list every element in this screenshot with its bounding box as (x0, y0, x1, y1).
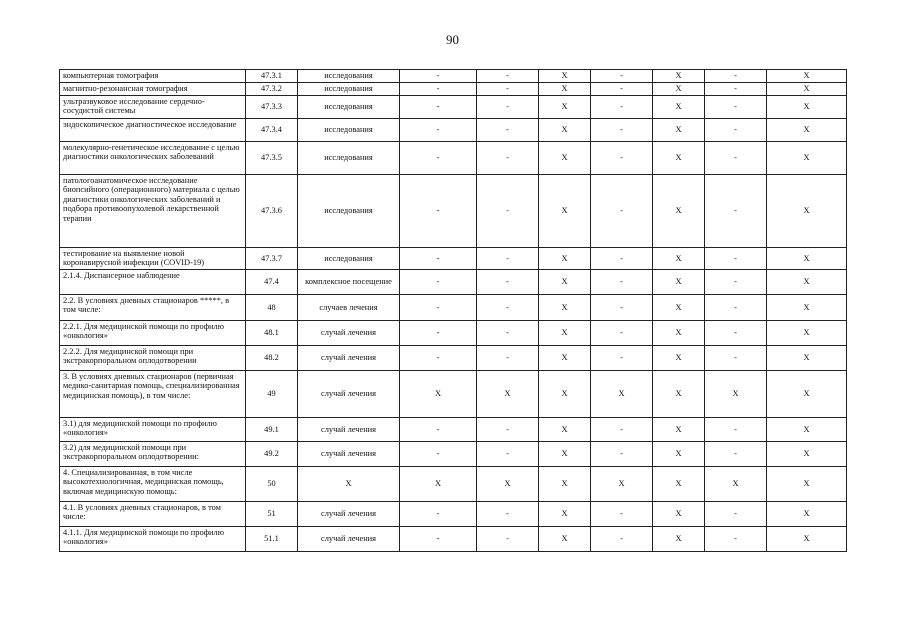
row-value-cell: - (705, 418, 767, 442)
row-value-cell: - (591, 527, 653, 552)
row-value-cell: - (400, 96, 477, 119)
row-code-cell: 48.1 (246, 321, 298, 346)
table-row (60, 96, 847, 119)
row-value-cell: X (767, 119, 847, 142)
row-value-cell: - (705, 119, 767, 142)
row-value-cell: X (539, 119, 591, 142)
row-value-cell: X (539, 467, 591, 502)
row-value-cell: X (767, 346, 847, 371)
row-name-cell: 2.1.4. Диспансерное наблюдение (60, 270, 246, 295)
row-value-cell: - (591, 321, 653, 346)
table-row (60, 270, 847, 295)
row-value-cell: - (705, 142, 767, 175)
row-value-cell: X (767, 248, 847, 270)
row-value-cell: X (767, 442, 847, 467)
row-value-cell: - (477, 142, 539, 175)
row-code-cell: 50 (246, 467, 298, 502)
row-value-cell: - (591, 96, 653, 119)
row-value-cell: X (653, 175, 705, 248)
row-value-cell: X (767, 418, 847, 442)
row-code-cell: 49.2 (246, 442, 298, 467)
row-value-cell: X (539, 175, 591, 248)
row-unit-cell: исследования (298, 119, 400, 142)
row-name-cell: молекулярно-генетическое исследование с целью диагностики онкологических заболеваний (60, 142, 246, 175)
row-code-cell: 47.3.7 (246, 248, 298, 270)
row-name-cell: 4. Специализированная, в том числе высокотехнологичная, медицинская помощь, включая медицинскую помощь: (60, 467, 246, 502)
row-code-cell: 47.3.6 (246, 175, 298, 248)
table-row (60, 175, 847, 248)
row-unit-cell: случай лечения (298, 321, 400, 346)
row-unit-cell: исследования (298, 96, 400, 119)
row-value-cell: X (653, 502, 705, 527)
row-value-cell: X (767, 70, 847, 83)
row-value-cell: X (767, 502, 847, 527)
row-name-cell: 4.1.1. Для медицинской помощи по профилю «онкология» (60, 527, 246, 552)
row-value-cell: X (539, 346, 591, 371)
row-value-cell: - (477, 70, 539, 83)
row-value-cell: - (591, 83, 653, 96)
row-value-cell: X (767, 467, 847, 502)
row-code-cell: 47.3.3 (246, 96, 298, 119)
row-unit-cell: случай лечения (298, 371, 400, 418)
row-value-cell: X (653, 96, 705, 119)
row-code-cell: 47.3.4 (246, 119, 298, 142)
row-value-cell: - (591, 248, 653, 270)
row-unit-cell: X (298, 467, 400, 502)
row-value-cell: - (591, 346, 653, 371)
row-value-cell: - (591, 175, 653, 248)
row-value-cell: - (477, 418, 539, 442)
row-name-cell: 3.1) для медицинской помощи по профилю «онкология» (60, 418, 246, 442)
row-value-cell: X (653, 270, 705, 295)
row-value-cell: X (477, 371, 539, 418)
row-value-cell: X (767, 295, 847, 321)
page-number: 90 (446, 32, 459, 47)
row-value-cell: - (705, 83, 767, 96)
row-value-cell: - (477, 346, 539, 371)
row-value-cell: - (705, 321, 767, 346)
row-value-cell: X (653, 83, 705, 96)
row-value-cell: X (539, 418, 591, 442)
row-code-cell: 49.1 (246, 418, 298, 442)
row-code-cell: 47.3.5 (246, 142, 298, 175)
row-value-cell: - (591, 142, 653, 175)
row-value-cell: - (477, 248, 539, 270)
row-code-cell: 49 (246, 371, 298, 418)
row-name-cell: 2.2.1. Для медицинской помощи по профилю «онкология» (60, 321, 246, 346)
row-code-cell: 48 (246, 295, 298, 321)
row-value-cell: - (477, 502, 539, 527)
row-value-cell: X (653, 248, 705, 270)
row-value-cell: X (400, 371, 477, 418)
table-row (60, 119, 847, 142)
row-value-cell: - (477, 96, 539, 119)
row-value-cell: X (653, 142, 705, 175)
row-value-cell: X (653, 346, 705, 371)
row-name-cell: 3.2) для медицинской помощи при экстракорпоральном оплодотворении: (60, 442, 246, 467)
row-value-cell: - (477, 321, 539, 346)
row-value-cell: - (400, 83, 477, 96)
row-value-cell: X (653, 442, 705, 467)
row-value-cell: - (591, 418, 653, 442)
row-unit-cell: исследования (298, 83, 400, 96)
row-value-cell: - (591, 270, 653, 295)
row-value-cell: - (477, 119, 539, 142)
row-name-cell: ультразвуковое исследование сердечно-сосудистой системы (60, 96, 246, 119)
row-value-cell: - (477, 83, 539, 96)
row-value-cell: - (400, 418, 477, 442)
row-value-cell: - (705, 270, 767, 295)
row-value-cell: - (705, 175, 767, 248)
row-code-cell: 51 (246, 502, 298, 527)
row-code-cell: 47.3.1 (246, 70, 298, 83)
row-unit-cell: случай лечения (298, 418, 400, 442)
row-value-cell: X (705, 371, 767, 418)
table-row (60, 321, 847, 346)
row-value-cell: X (767, 527, 847, 552)
row-value-cell: X (539, 295, 591, 321)
row-code-cell: 47.3.2 (246, 83, 298, 96)
row-value-cell: - (477, 295, 539, 321)
row-value-cell: - (400, 175, 477, 248)
row-value-cell: - (400, 502, 477, 527)
row-value-cell: X (400, 467, 477, 502)
row-name-cell: магнитно-резонансная томография (60, 83, 246, 96)
row-value-cell: - (477, 270, 539, 295)
row-value-cell: - (591, 502, 653, 527)
row-unit-cell: исследования (298, 70, 400, 83)
row-value-cell: X (539, 70, 591, 83)
row-value-cell: - (705, 96, 767, 119)
row-unit-cell: случай лечения (298, 502, 400, 527)
row-value-cell: X (539, 248, 591, 270)
row-unit-cell: исследования (298, 142, 400, 175)
row-unit-cell: случаев лечения (298, 295, 400, 321)
row-value-cell: X (653, 418, 705, 442)
table-row (60, 527, 847, 552)
row-value-cell: X (767, 175, 847, 248)
row-value-cell: - (705, 346, 767, 371)
data-table (59, 69, 847, 552)
row-value-cell: - (400, 270, 477, 295)
row-value-cell: - (477, 442, 539, 467)
row-value-cell: X (653, 295, 705, 321)
row-value-cell: X (591, 371, 653, 418)
row-value-cell: X (767, 371, 847, 418)
table-row (60, 502, 847, 527)
row-value-cell: - (705, 295, 767, 321)
row-code-cell: 47.4 (246, 270, 298, 295)
row-value-cell: X (767, 270, 847, 295)
row-value-cell: X (539, 371, 591, 418)
row-value-cell: X (539, 442, 591, 467)
row-name-cell: компьютерная томография (60, 70, 246, 83)
row-name-cell: 4.1. В условиях дневных стационаров, в том числе: (60, 502, 246, 527)
row-value-cell: - (591, 119, 653, 142)
row-value-cell: X (767, 142, 847, 175)
row-value-cell: - (400, 248, 477, 270)
row-value-cell: - (400, 142, 477, 175)
table-row (60, 371, 847, 418)
row-value-cell: X (539, 83, 591, 96)
table-row (60, 142, 847, 175)
row-value-cell: - (477, 175, 539, 248)
row-value-cell: X (539, 502, 591, 527)
table-row (60, 467, 847, 502)
row-value-cell: - (591, 70, 653, 83)
row-value-cell: X (653, 467, 705, 502)
row-unit-cell: случай лечения (298, 346, 400, 371)
row-value-cell: - (400, 346, 477, 371)
row-name-cell: 3. В условиях дневных стационаров (первичная медико-санитарная помощь, специализированная медицинская помощь), в том числе: (60, 371, 246, 418)
row-value-cell: X (653, 119, 705, 142)
row-value-cell: - (477, 527, 539, 552)
row-value-cell: - (705, 527, 767, 552)
row-value-cell: - (705, 502, 767, 527)
row-value-cell: X (539, 527, 591, 552)
table-row (60, 346, 847, 371)
row-code-cell: 51.1 (246, 527, 298, 552)
row-name-cell: 2.2. В условиях дневных стационаров *****, в том числе: (60, 295, 246, 321)
row-name-cell: тестирование на выявление новой коронавирусной инфекции (COVID-19) (60, 248, 246, 270)
row-value-cell: - (705, 70, 767, 83)
row-value-cell: X (653, 527, 705, 552)
table-row (60, 248, 847, 270)
row-value-cell: X (539, 321, 591, 346)
row-value-cell: X (653, 371, 705, 418)
row-value-cell: X (539, 270, 591, 295)
row-name-cell: эндоскопическое диагностическое исследование (60, 119, 246, 142)
row-value-cell: X (539, 96, 591, 119)
row-value-cell: - (400, 527, 477, 552)
row-value-cell: X (591, 467, 653, 502)
row-value-cell: - (591, 295, 653, 321)
table-row (60, 418, 847, 442)
row-value-cell: - (400, 442, 477, 467)
row-value-cell: X (705, 467, 767, 502)
row-value-cell: - (705, 442, 767, 467)
row-value-cell: X (653, 321, 705, 346)
row-value-cell: X (653, 70, 705, 83)
row-unit-cell: исследования (298, 248, 400, 270)
row-value-cell: X (767, 83, 847, 96)
row-value-cell: - (400, 70, 477, 83)
row-value-cell: X (539, 142, 591, 175)
row-name-cell: 2.2.2. Для медицинской помощи при экстракорпоральном оплодотворении (60, 346, 246, 371)
row-code-cell: 48.2 (246, 346, 298, 371)
table-row (60, 442, 847, 467)
row-unit-cell: комплексное посещение (298, 270, 400, 295)
row-value-cell: - (591, 442, 653, 467)
row-value-cell: - (400, 321, 477, 346)
row-value-cell: - (400, 119, 477, 142)
row-unit-cell: исследования (298, 175, 400, 248)
row-value-cell: X (767, 321, 847, 346)
row-value-cell: X (767, 96, 847, 119)
row-unit-cell: случай лечения (298, 442, 400, 467)
row-name-cell: патологоанатомическое исследование биопсийного (операционного) материала с целью диагностики онкологических заболеваний и подбора противоопухолевой лекарственной терапии (60, 175, 246, 248)
row-value-cell: X (477, 467, 539, 502)
table-row (60, 295, 847, 321)
table-row (60, 70, 847, 83)
row-value-cell: - (400, 295, 477, 321)
row-unit-cell: случай лечения (298, 527, 400, 552)
table-row (60, 83, 847, 96)
row-value-cell: - (705, 248, 767, 270)
table-body (60, 70, 847, 552)
